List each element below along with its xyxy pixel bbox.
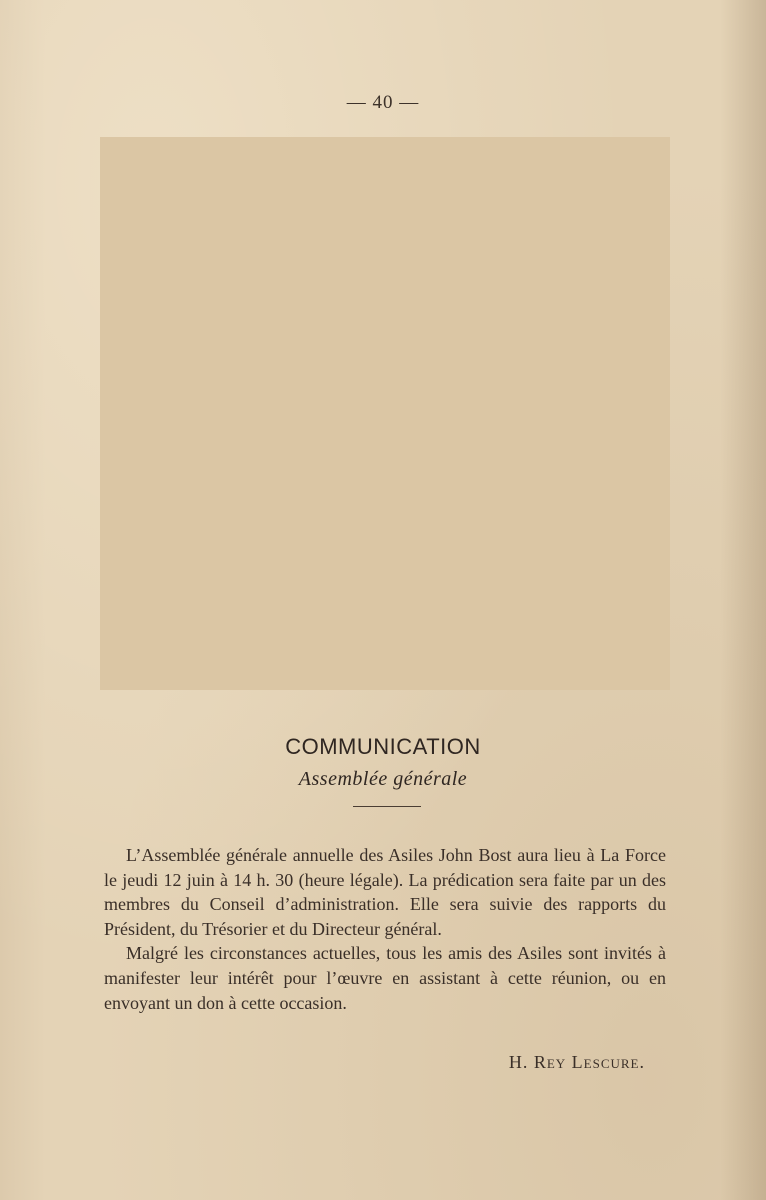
divider-rule (353, 806, 421, 807)
article-heading: COMMUNICATION (285, 734, 481, 759)
article-body (104, 843, 666, 1015)
signature (0, 1052, 645, 1073)
article-subheading: Assemblée générale (298, 768, 468, 790)
paragraph-1: L’Assemblée générale annuelle des Asiles John Bost aura lieu à La Force le jeudi 12 juin à 14 h. 30 (heure légale). La prédication sera faite par un des membres du Conseil d’administration. Elle sera suivie des rapports du Président, du Trésorier et du Directeur général. (104, 845, 666, 939)
paragraph-2: Malgré les circonstances actuelles, tous les amis des Asiles sont invités à manifester leur intérêt pour l’œuvre en assistant à cette réunion, ou en envoyant un don à cette occasion. (104, 943, 666, 1013)
signature-initial: H. (508, 1052, 529, 1072)
page-number: — 40 — (346, 92, 420, 113)
image-placeholder (100, 137, 670, 690)
signature-name: Rey Lescure. (533, 1052, 645, 1072)
